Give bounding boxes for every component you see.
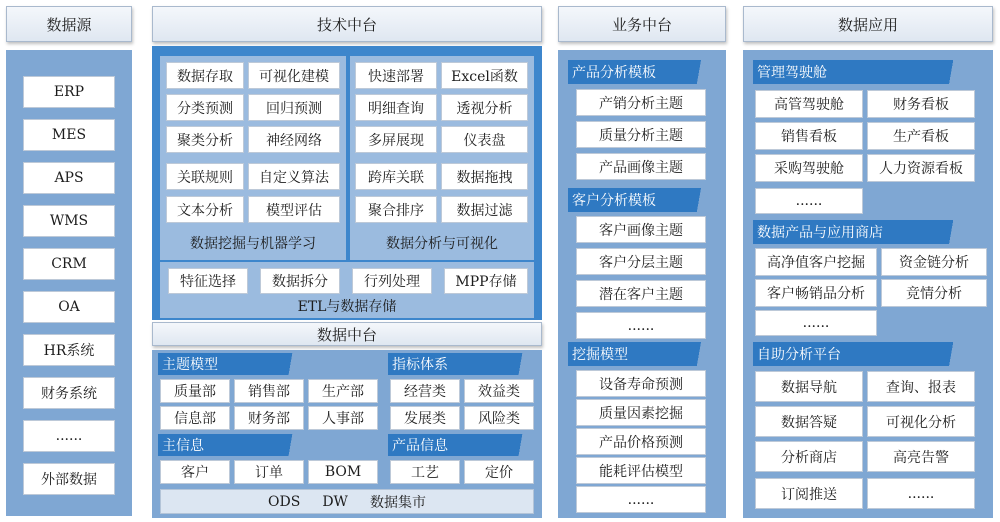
mining-panel <box>160 56 346 260</box>
mining-cell: 文本分析 <box>166 196 244 223</box>
analysis-cell: 数据拖拽 <box>441 163 528 190</box>
source-item: ...... <box>23 420 115 452</box>
apps-title: 数据应用 <box>837 15 898 34</box>
business-title: 业务中台 <box>611 15 672 34</box>
source-item: WMS <box>23 205 115 237</box>
tech-header <box>152 6 542 42</box>
store-title: 数据产品与应用商店 <box>753 220 993 244</box>
source-item: ERP <box>23 76 115 108</box>
biz-item: 产销分析主题 <box>576 89 706 116</box>
etl-panel <box>160 262 534 318</box>
data-platform-header <box>152 322 542 346</box>
selfservice-cell: 可视化分析 <box>867 406 975 437</box>
topic-cell: 信息部 <box>160 406 230 430</box>
etl-cell: 特征选择 <box>168 268 248 294</box>
analysis-cell: 明细查询 <box>355 94 437 121</box>
master-cell: BOM <box>308 460 378 484</box>
etl-cell: MPP存储 <box>444 268 528 294</box>
analysis-panel <box>350 56 534 260</box>
biz-item: 客户画像主题 <box>576 216 706 243</box>
data-mart-label: 数据集市 <box>369 494 426 511</box>
mining-cell: 可视化建模 <box>248 62 340 89</box>
apps-header <box>743 6 993 42</box>
sources-title: 数据源 <box>46 15 92 34</box>
cockpit-cell: 采购驾驶舱 <box>755 154 863 182</box>
mining-cell: 神经网络 <box>248 126 340 153</box>
data-platform-title: 数据中台 <box>316 325 377 344</box>
selfservice-cell: 查询、报表 <box>867 371 975 402</box>
cockpit-cell: 销售看板 <box>755 122 863 150</box>
data-platform-panel <box>152 350 542 518</box>
master-title: 主信息 <box>158 434 318 456</box>
selfservice-cell: 分析商店 <box>755 441 863 472</box>
topic-title: 主题模型 <box>158 353 318 375</box>
selfservice-cell: 高亮告警 <box>867 441 975 472</box>
topic-cell: 财务部 <box>234 406 304 430</box>
indicator-cell: 经营类 <box>390 379 460 403</box>
mining-cell: 数据存取 <box>166 62 244 89</box>
source-item: 财务系统 <box>23 377 115 409</box>
store-cell: ...... <box>755 310 877 336</box>
indicator-cell: 效益类 <box>464 379 534 403</box>
topic-cell: 生产部 <box>308 379 378 403</box>
biz-item: 能耗评估模型 <box>576 457 706 484</box>
topic-cell: 销售部 <box>234 379 304 403</box>
mining-label: 数据挖掘与机器学习 <box>190 236 316 252</box>
mining-cell: 关联规则 <box>166 163 244 190</box>
product-info-cell: 工艺 <box>390 460 460 484</box>
indicator-title: 指标体系 <box>388 353 548 375</box>
source-item: OA <box>23 291 115 323</box>
master-cell: 订单 <box>234 460 304 484</box>
indicator-cell: 风险类 <box>464 406 534 430</box>
source-item: 外部数据 <box>23 463 115 495</box>
topic-cell: 质量部 <box>160 379 230 403</box>
biz-item: 设备寿命预测 <box>576 370 706 397</box>
source-item: APS <box>23 162 115 194</box>
cockpit-cell: 生产看板 <box>867 122 975 150</box>
dw-label: DW <box>322 493 348 510</box>
etl-cell: 数据拆分 <box>260 268 340 294</box>
store-cell: 高净值客户挖掘 <box>755 248 877 276</box>
analysis-cell: 仪表盘 <box>441 126 528 153</box>
analysis-cell: 多屏展现 <box>355 126 437 153</box>
biz-item: 质量分析主题 <box>576 121 706 148</box>
biz-group-title: 产品分析模板 <box>568 60 726 84</box>
mining-cell: 分类预测 <box>166 94 244 121</box>
mining-cell: 回归预测 <box>248 94 340 121</box>
tech-title: 技术中台 <box>316 15 377 34</box>
analysis-cell: Excel函数 <box>441 62 528 89</box>
analysis-cell: 聚合排序 <box>355 196 437 223</box>
indicator-cell: 发展类 <box>390 406 460 430</box>
sources-panel <box>6 50 132 516</box>
selfservice-cell: 数据导航 <box>755 371 863 402</box>
source-item: CRM <box>23 248 115 280</box>
selfservice-title: 自助分析平台 <box>753 342 993 366</box>
biz-item: 质量因素挖掘 <box>576 399 706 426</box>
mining-cell: 自定义算法 <box>248 163 340 190</box>
biz-item: ...... <box>576 312 706 339</box>
product-info-cell: 定价 <box>464 460 534 484</box>
ods-label: ODS <box>268 493 301 510</box>
product-info-title: 产品信息 <box>388 434 548 456</box>
master-cell: 客户 <box>160 460 230 484</box>
cockpit-cell: 高管驾驶舱 <box>755 90 863 118</box>
biz-item: ...... <box>576 486 706 513</box>
storage-bar <box>160 489 534 514</box>
selfservice-cell: 数据答疑 <box>755 406 863 437</box>
analysis-cell: 快速部署 <box>355 62 437 89</box>
biz-group-title: 客户分析模板 <box>568 188 726 212</box>
cockpit-title: 管理驾驶舱 <box>753 60 993 84</box>
store-cell: 竞情分析 <box>881 279 987 307</box>
analysis-cell: 跨库关联 <box>355 163 437 190</box>
apps-panel <box>743 50 993 518</box>
store-cell: 资金链分析 <box>881 248 987 276</box>
biz-group-title: 挖掘模型 <box>568 342 726 366</box>
mining-cell: 聚类分析 <box>166 126 244 153</box>
etl-label: ETL与数据存储 <box>297 299 397 315</box>
biz-item: 潜在客户主题 <box>576 280 706 307</box>
cockpit-cell: 财务看板 <box>867 90 975 118</box>
business-header <box>558 6 726 42</box>
biz-item: 产品价格预测 <box>576 428 706 455</box>
store-cell: 客户畅销品分析 <box>755 279 877 307</box>
etl-cell: 行列处理 <box>352 268 432 294</box>
business-panel <box>558 50 726 518</box>
mining-cell: 模型评估 <box>248 196 340 223</box>
biz-item: 客户分层主题 <box>576 248 706 275</box>
selfservice-cell: 订阅推送 <box>755 478 863 509</box>
analysis-cell: 数据过滤 <box>441 196 528 223</box>
sources-header <box>6 6 132 42</box>
selfservice-cell: ...... <box>867 478 975 509</box>
source-item: MES <box>23 119 115 151</box>
biz-item: 产品画像主题 <box>576 153 706 180</box>
cockpit-cell: ...... <box>755 188 863 214</box>
topic-cell: 人事部 <box>308 406 378 430</box>
source-item: HR系统 <box>23 334 115 366</box>
cockpit-cell: 人力资源看板 <box>867 154 975 182</box>
analysis-cell: 透视分析 <box>441 94 528 121</box>
analysis-label: 数据分析与可视化 <box>386 236 498 252</box>
